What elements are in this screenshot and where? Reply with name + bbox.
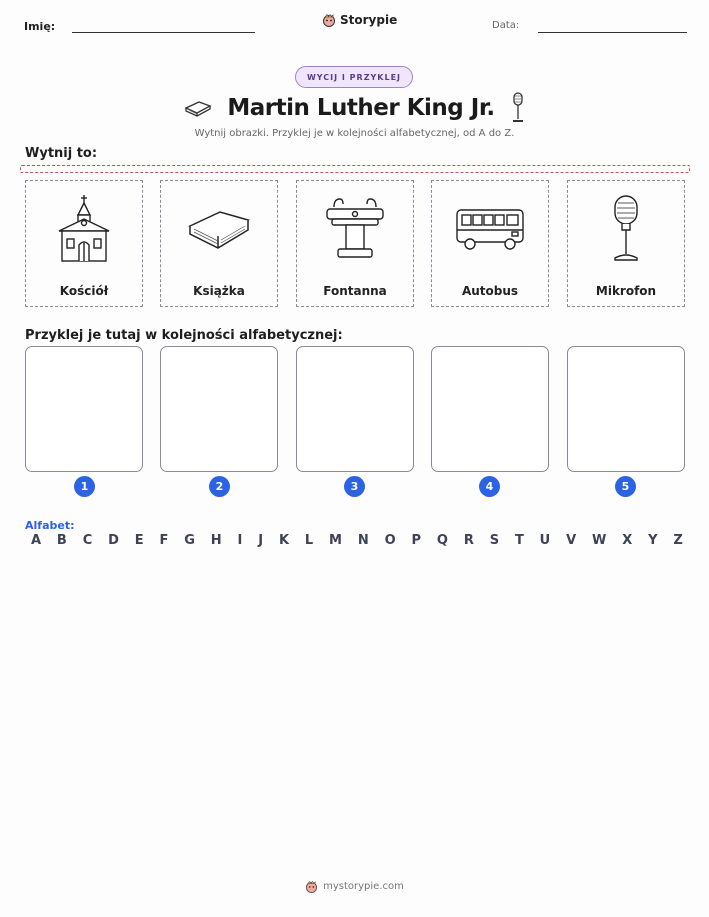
alphabet-letter: B [56,533,67,548]
book-deco-icon [183,97,213,119]
footer-url[interactable]: mystorypie.com [323,881,404,892]
brand-name: Storypie [340,13,398,27]
paste-slot-1[interactable] [25,346,143,472]
storypie-mascot-icon [322,13,336,27]
card-label: Autobus [461,284,519,298]
alphabet-letter: Q [436,533,448,548]
alphabet-letter: K [278,533,290,548]
page-title: Martin Luther King Jr. [227,95,495,121]
cut-heading: Wytnij to: [25,146,98,161]
card-fountain[interactable] [296,180,414,307]
alphabet-letter: X [622,533,633,548]
alphabet-letter: S [489,533,500,548]
alphabet-letter: W [592,533,607,548]
slot-number-badge: 4 [479,476,500,497]
alphabet-letter: Y [648,533,658,548]
alphabet-letter: L [304,533,314,548]
card-label: Mikrofon [595,284,657,298]
title-row [160,88,550,128]
alphabet-letter: N [357,533,369,548]
alphabet-letter: J [258,533,264,548]
slot-number-badge: 2 [209,476,230,497]
card-microphone[interactable] [567,180,685,307]
paste-slot-4[interactable] [431,346,549,472]
slot-number-badge: 1 [74,476,95,497]
church-icon [54,193,114,265]
card-book[interactable] [160,180,278,307]
alphabet-letter: H [210,533,222,548]
alphabet-letter: C [82,533,93,548]
slot-number-badge: 3 [344,476,365,497]
card-bus[interactable] [431,180,549,307]
alphabet-letter: D [108,533,119,548]
drinking-fountain-icon [324,197,386,261]
alphabet-letter: Z [673,533,683,548]
book-icon [186,204,252,254]
card-label: Kościół [59,284,109,298]
card-label: Fontanna [323,284,387,298]
paste-slot-2[interactable] [160,346,278,472]
storypie-mascot-icon [305,880,318,893]
instructions: Wytnij obrazki. Przyklej je w kolejności alfabetycznej, od A do Z. [194,128,515,139]
brand-logo [322,13,397,27]
card-church[interactable] [25,180,143,307]
alphabet-letter: U [539,533,551,548]
alphabet-letter: I [237,533,243,548]
activity-tag: WYCIJ I PRZYKLEJ [295,66,413,88]
bus-icon [454,204,526,254]
paste-slot-3[interactable] [296,346,414,472]
card-label: Książka [193,284,245,298]
name-label: Imię: [24,20,56,33]
alphabet-letter: R [463,533,474,548]
alphabet-letter: M [329,533,342,548]
alphabet-heading: Alfabet: [25,519,75,532]
paste-heading: Przyklej je tutaj w kolejności alfabetycznej: [25,328,343,343]
alphabet-letter: V [566,533,577,548]
alphabet-letter: T [514,533,524,548]
footer [0,880,709,893]
microphone-deco-icon [509,92,527,124]
alphabet-letter: A [31,533,42,548]
alphabet-letter: G [184,533,195,548]
name-field[interactable] [72,32,255,33]
cut-line [20,165,690,173]
alphabet-row [25,533,689,548]
paste-slot-5[interactable] [567,346,685,472]
alphabet-letter: F [159,533,169,548]
date-label: Data: [492,20,520,31]
microphone-icon [609,194,643,264]
date-field[interactable] [538,32,687,33]
slot-number-badge: 5 [615,476,636,497]
alphabet-letter: O [384,533,396,548]
alphabet-letter: P [411,533,422,548]
alphabet-letter: E [134,533,144,548]
